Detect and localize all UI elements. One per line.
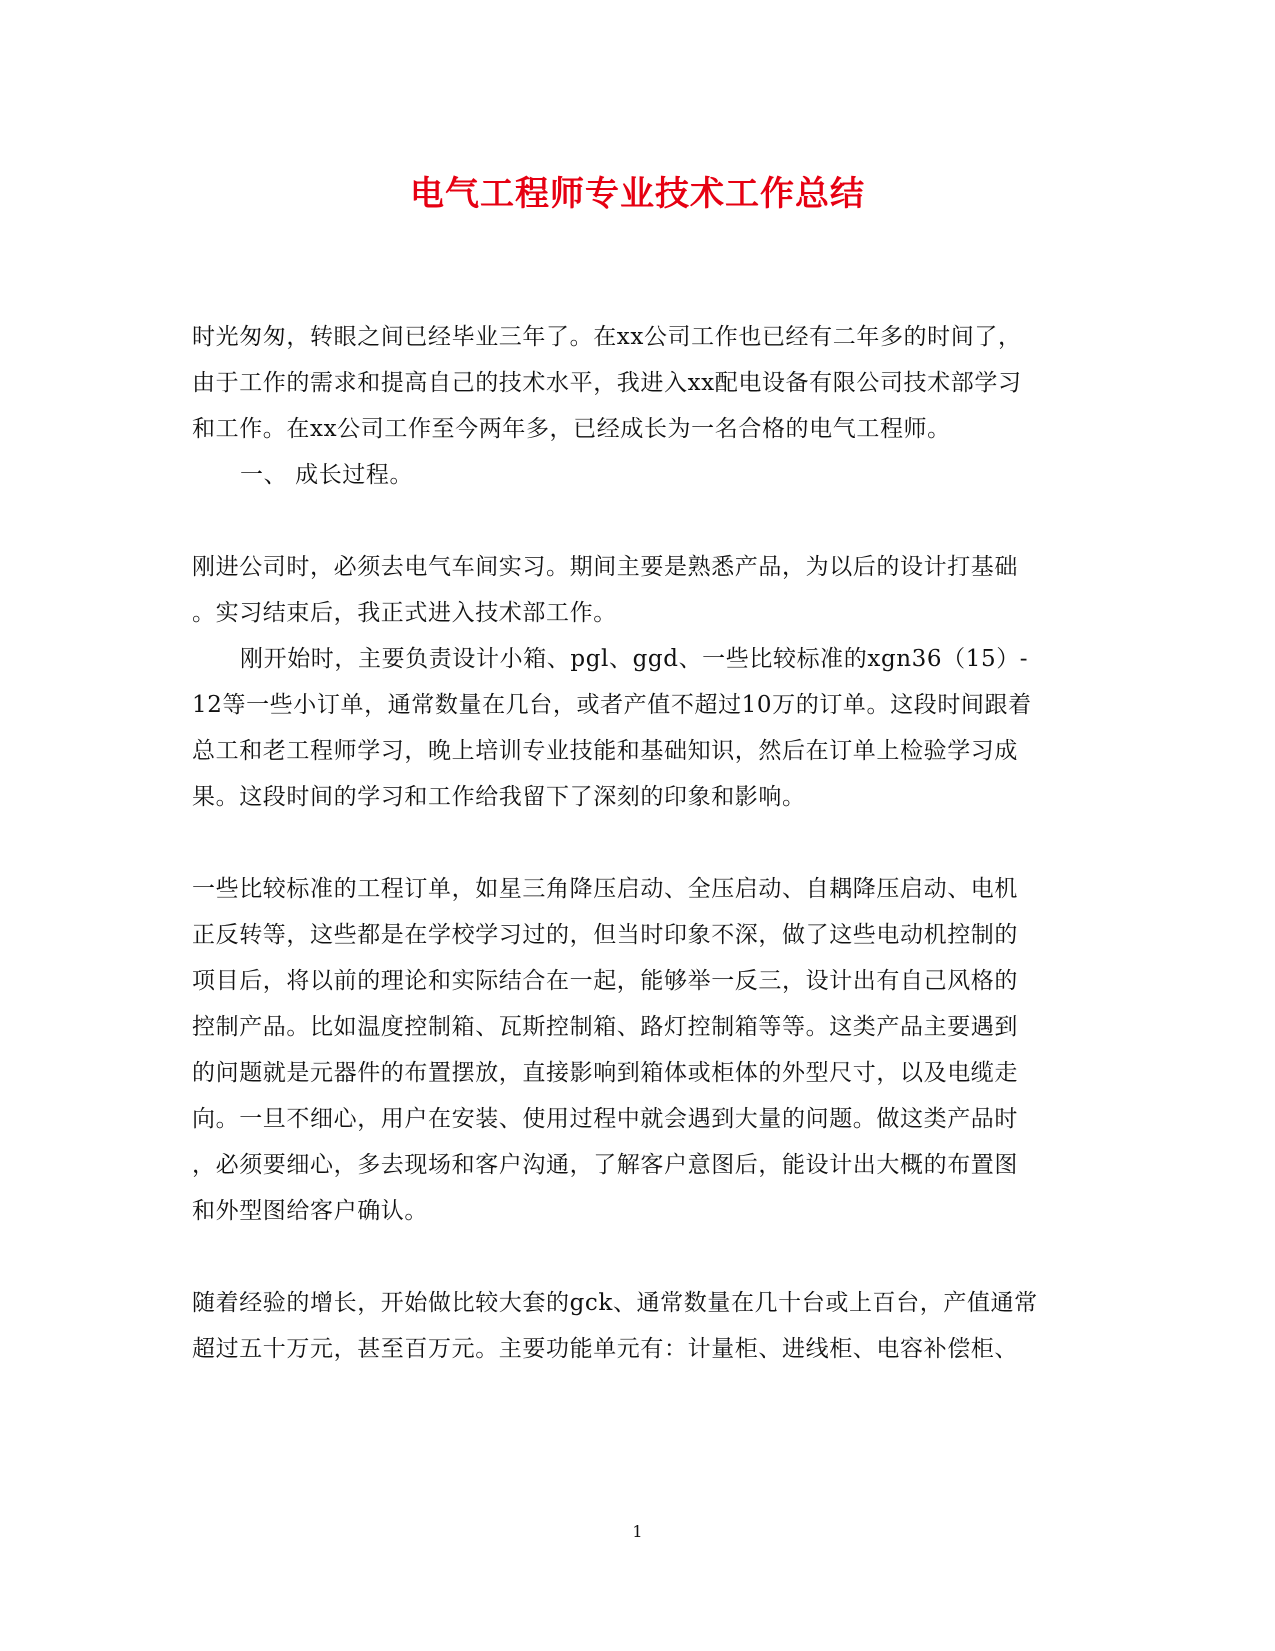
body-line: 的问题就是元器件的布置摆放，直接影响到箱体或柜体的外型尺寸，以及电缆走 bbox=[192, 1060, 1018, 1086]
body-line: 一些比较标准的工程订单，如星三角降压启动、全压启动、自耦降压启动、电机 bbox=[192, 876, 1018, 902]
body-line: 和工作。在xx公司工作至今两年多，已经成长为一名合格的电气工程师。 bbox=[192, 416, 951, 442]
section-heading: 一、 成长过程。 bbox=[240, 462, 414, 488]
body-line: 总工和老工程师学习，晚上培训专业技能和基础知识，然后在订单上检验学习成 bbox=[192, 738, 1018, 764]
body-line: 控制产品。比如温度控制箱、瓦斯控制箱、路灯控制箱等等。这类产品主要遇到 bbox=[192, 1014, 1018, 1040]
body-line: 正反转等，这些都是在学校学习过的，但当时印象不深，做了这些电动机控制的 bbox=[192, 922, 1018, 948]
page-number: 1 bbox=[632, 1522, 643, 1541]
body-line: 向。一旦不细心，用户在安装、使用过程中就会遇到大量的问题。做这类产品时 bbox=[192, 1106, 1018, 1132]
body-line: 由于工作的需求和提高自己的技术水平，我进入xx配电设备有限公司技术部学习 bbox=[192, 370, 1022, 396]
body-line: 。实习结束后，我正式进入技术部工作。 bbox=[192, 600, 617, 626]
body-line: 超过五十万元，甚至百万元。主要功能单元有：计量柜、进线柜、电容补偿柜、 bbox=[192, 1336, 1018, 1362]
body-line: 刚进公司时，必须去电气车间实习。期间主要是熟悉产品，为以后的设计打基础 bbox=[192, 554, 1018, 580]
body-line: 刚开始时，主要负责设计小箱、pgl、ggd、一些比较标准的xgn36（15）- bbox=[240, 646, 1029, 672]
body-line: 果。这段时间的学习和工作给我留下了深刻的印象和影响。 bbox=[192, 784, 806, 810]
body-line: 和外型图给客户确认。 bbox=[192, 1198, 428, 1224]
body-line: ，必须要细心，多去现场和客户沟通，了解客户意图后，能设计出大概的布置图 bbox=[192, 1152, 1018, 1178]
body-line: 12等一些小订单，通常数量在几台，或者产值不超过10万的订单。这段时间跟着 bbox=[192, 692, 1032, 718]
document-title: 电气工程师专业技术工作总结 bbox=[410, 174, 865, 214]
body-line: 随着经验的增长，开始做比较大套的gck、通常数量在几十台或上百台，产值通常 bbox=[192, 1290, 1038, 1316]
body-line: 时光匆匆，转眼之间已经毕业三年了。在xx公司工作也已经有二年多的时间了， bbox=[192, 324, 1022, 350]
body-line: 项目后，将以前的理论和实际结合在一起，能够举一反三，设计出有自己风格的 bbox=[192, 968, 1018, 994]
